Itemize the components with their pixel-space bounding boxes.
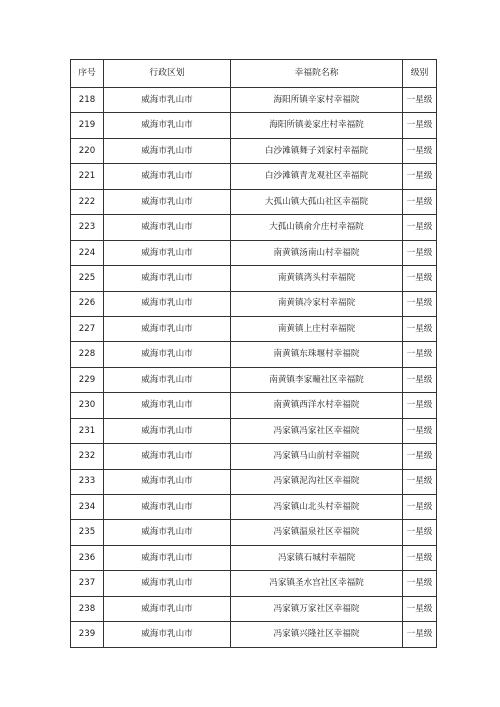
cell-administrative-division: 威海市乳山市	[104, 367, 231, 392]
cell-level: 一星级	[403, 138, 437, 163]
cell-level: 一星级	[403, 316, 437, 341]
table-row	[71, 622, 437, 647]
table-row	[71, 444, 437, 469]
cell-administrative-division: 威海市乳山市	[104, 495, 231, 520]
table-row	[71, 495, 437, 520]
cell-serial-number: 226	[71, 291, 104, 316]
header-level: 级别	[403, 60, 437, 88]
cell-administrative-division: 威海市乳山市	[104, 622, 231, 647]
cell-serial-number: 223	[71, 215, 104, 240]
cell-serial-number: 219	[71, 113, 104, 138]
cell-administrative-division: 威海市乳山市	[104, 189, 231, 214]
cell-administrative-division: 威海市乳山市	[104, 291, 231, 316]
table-row	[71, 189, 437, 214]
cell-level: 一星级	[403, 215, 437, 240]
cell-serial-number: 233	[71, 469, 104, 494]
cell-level: 一星级	[403, 291, 437, 316]
cell-administrative-division: 威海市乳山市	[104, 215, 231, 240]
cell-administrative-division: 威海市乳山市	[104, 316, 231, 341]
table-row	[71, 571, 437, 596]
cell-serial-number: 235	[71, 520, 104, 545]
cell-level: 一星级	[403, 393, 437, 418]
cell-level: 一星级	[403, 469, 437, 494]
table-row	[71, 367, 437, 392]
cell-level: 一星级	[403, 596, 437, 621]
table-row	[71, 520, 437, 545]
table-row	[71, 266, 437, 291]
cell-serial-number: 227	[71, 316, 104, 341]
table-row	[71, 88, 437, 113]
cell-welfare-home-name: 冯家镇泥沟社区幸福院	[231, 469, 403, 494]
table-row	[71, 164, 437, 189]
cell-serial-number: 239	[71, 622, 104, 647]
cell-serial-number: 225	[71, 266, 104, 291]
cell-serial-number: 237	[71, 571, 104, 596]
table-row	[71, 215, 437, 240]
cell-welfare-home-name: 冯家镇山北头村幸福院	[231, 495, 403, 520]
cell-administrative-division: 威海市乳山市	[104, 571, 231, 596]
cell-welfare-home-name: 冯家镇圣水宫社区幸福院	[231, 571, 403, 596]
cell-serial-number: 230	[71, 393, 104, 418]
cell-welfare-home-name: 南黄镇上庄村幸福院	[231, 316, 403, 341]
table-row	[71, 342, 437, 367]
cell-level: 一星级	[403, 444, 437, 469]
cell-welfare-home-name: 南黄镇东珠堰村幸福院	[231, 342, 403, 367]
table-row	[71, 596, 437, 621]
table-row	[71, 469, 437, 494]
cell-administrative-division: 威海市乳山市	[104, 113, 231, 138]
cell-welfare-home-name: 大孤山镇大孤山社区幸福院	[231, 189, 403, 214]
cell-level: 一星级	[403, 495, 437, 520]
cell-serial-number: 224	[71, 240, 104, 265]
cell-welfare-home-name: 海阳所镇辛家村幸福院	[231, 88, 403, 113]
cell-welfare-home-name: 南黄镇冷家村幸福院	[231, 291, 403, 316]
cell-level: 一星级	[403, 113, 437, 138]
cell-level: 一星级	[403, 240, 437, 265]
cell-administrative-division: 威海市乳山市	[104, 520, 231, 545]
cell-welfare-home-name: 白沙滩镇青龙观社区幸福院	[231, 164, 403, 189]
table-row	[71, 113, 437, 138]
cell-welfare-home-name: 冯家镇冯家社区幸福院	[231, 418, 403, 443]
table-row	[71, 545, 437, 570]
cell-level: 一星级	[403, 520, 437, 545]
cell-administrative-division: 威海市乳山市	[104, 596, 231, 621]
cell-serial-number: 231	[71, 418, 104, 443]
cell-level: 一星级	[403, 622, 437, 647]
table-row	[71, 291, 437, 316]
cell-level: 一星级	[403, 367, 437, 392]
table-header	[71, 60, 437, 88]
cell-serial-number: 218	[71, 88, 104, 113]
cell-level: 一星级	[403, 571, 437, 596]
cell-serial-number: 238	[71, 596, 104, 621]
cell-welfare-home-name: 冯家镇万家社区幸福院	[231, 596, 403, 621]
cell-welfare-home-name: 南黄镇湾头村幸福院	[231, 266, 403, 291]
table-body	[71, 88, 437, 648]
cell-serial-number: 228	[71, 342, 104, 367]
cell-administrative-division: 威海市乳山市	[104, 545, 231, 570]
cell-welfare-home-name: 南黄镇汤南山村幸福院	[231, 240, 403, 265]
cell-serial-number: 232	[71, 444, 104, 469]
cell-administrative-division: 威海市乳山市	[104, 164, 231, 189]
header-welfare-home-name: 幸福院名称	[231, 60, 403, 88]
cell-level: 一星级	[403, 266, 437, 291]
table-row	[71, 393, 437, 418]
cell-welfare-home-name: 冯家镇马山前村幸福院	[231, 444, 403, 469]
header-serial-number: 序号	[71, 60, 104, 88]
cell-serial-number: 222	[71, 189, 104, 214]
cell-serial-number: 236	[71, 545, 104, 570]
cell-welfare-home-name: 冯家镇温泉社区幸福院	[231, 520, 403, 545]
table-row	[71, 138, 437, 163]
cell-welfare-home-name: 南黄镇西洋水村幸福院	[231, 393, 403, 418]
cell-administrative-division: 威海市乳山市	[104, 138, 231, 163]
cell-administrative-division: 威海市乳山市	[104, 393, 231, 418]
cell-level: 一星级	[403, 189, 437, 214]
cell-administrative-division: 威海市乳山市	[104, 469, 231, 494]
welfare-home-table	[70, 59, 437, 648]
table-row	[71, 316, 437, 341]
cell-serial-number: 220	[71, 138, 104, 163]
cell-administrative-division: 威海市乳山市	[104, 88, 231, 113]
table-row	[71, 418, 437, 443]
cell-administrative-division: 威海市乳山市	[104, 418, 231, 443]
cell-serial-number: 234	[71, 495, 104, 520]
cell-level: 一星级	[403, 545, 437, 570]
cell-level: 一星级	[403, 164, 437, 189]
cell-serial-number: 229	[71, 367, 104, 392]
cell-welfare-home-name: 冯家镇石城村幸福院	[231, 545, 403, 570]
header-administrative-division: 行政区划	[104, 60, 231, 88]
cell-serial-number: 221	[71, 164, 104, 189]
cell-administrative-division: 威海市乳山市	[104, 444, 231, 469]
cell-level: 一星级	[403, 418, 437, 443]
table-row	[71, 240, 437, 265]
cell-administrative-division: 威海市乳山市	[104, 240, 231, 265]
cell-welfare-home-name: 白沙滩镇舞子刘家村幸福院	[231, 138, 403, 163]
cell-administrative-division: 威海市乳山市	[104, 342, 231, 367]
cell-welfare-home-name: 南黄镇李家疃社区幸福院	[231, 367, 403, 392]
cell-administrative-division: 威海市乳山市	[104, 266, 231, 291]
cell-welfare-home-name: 大孤山镇俞介庄村幸福院	[231, 215, 403, 240]
cell-welfare-home-name: 海阳所镇姜家庄村幸福院	[231, 113, 403, 138]
table-header-row	[71, 60, 437, 88]
cell-level: 一星级	[403, 342, 437, 367]
cell-welfare-home-name: 冯家镇兴隆社区幸福院	[231, 622, 403, 647]
cell-level: 一星级	[403, 88, 437, 113]
